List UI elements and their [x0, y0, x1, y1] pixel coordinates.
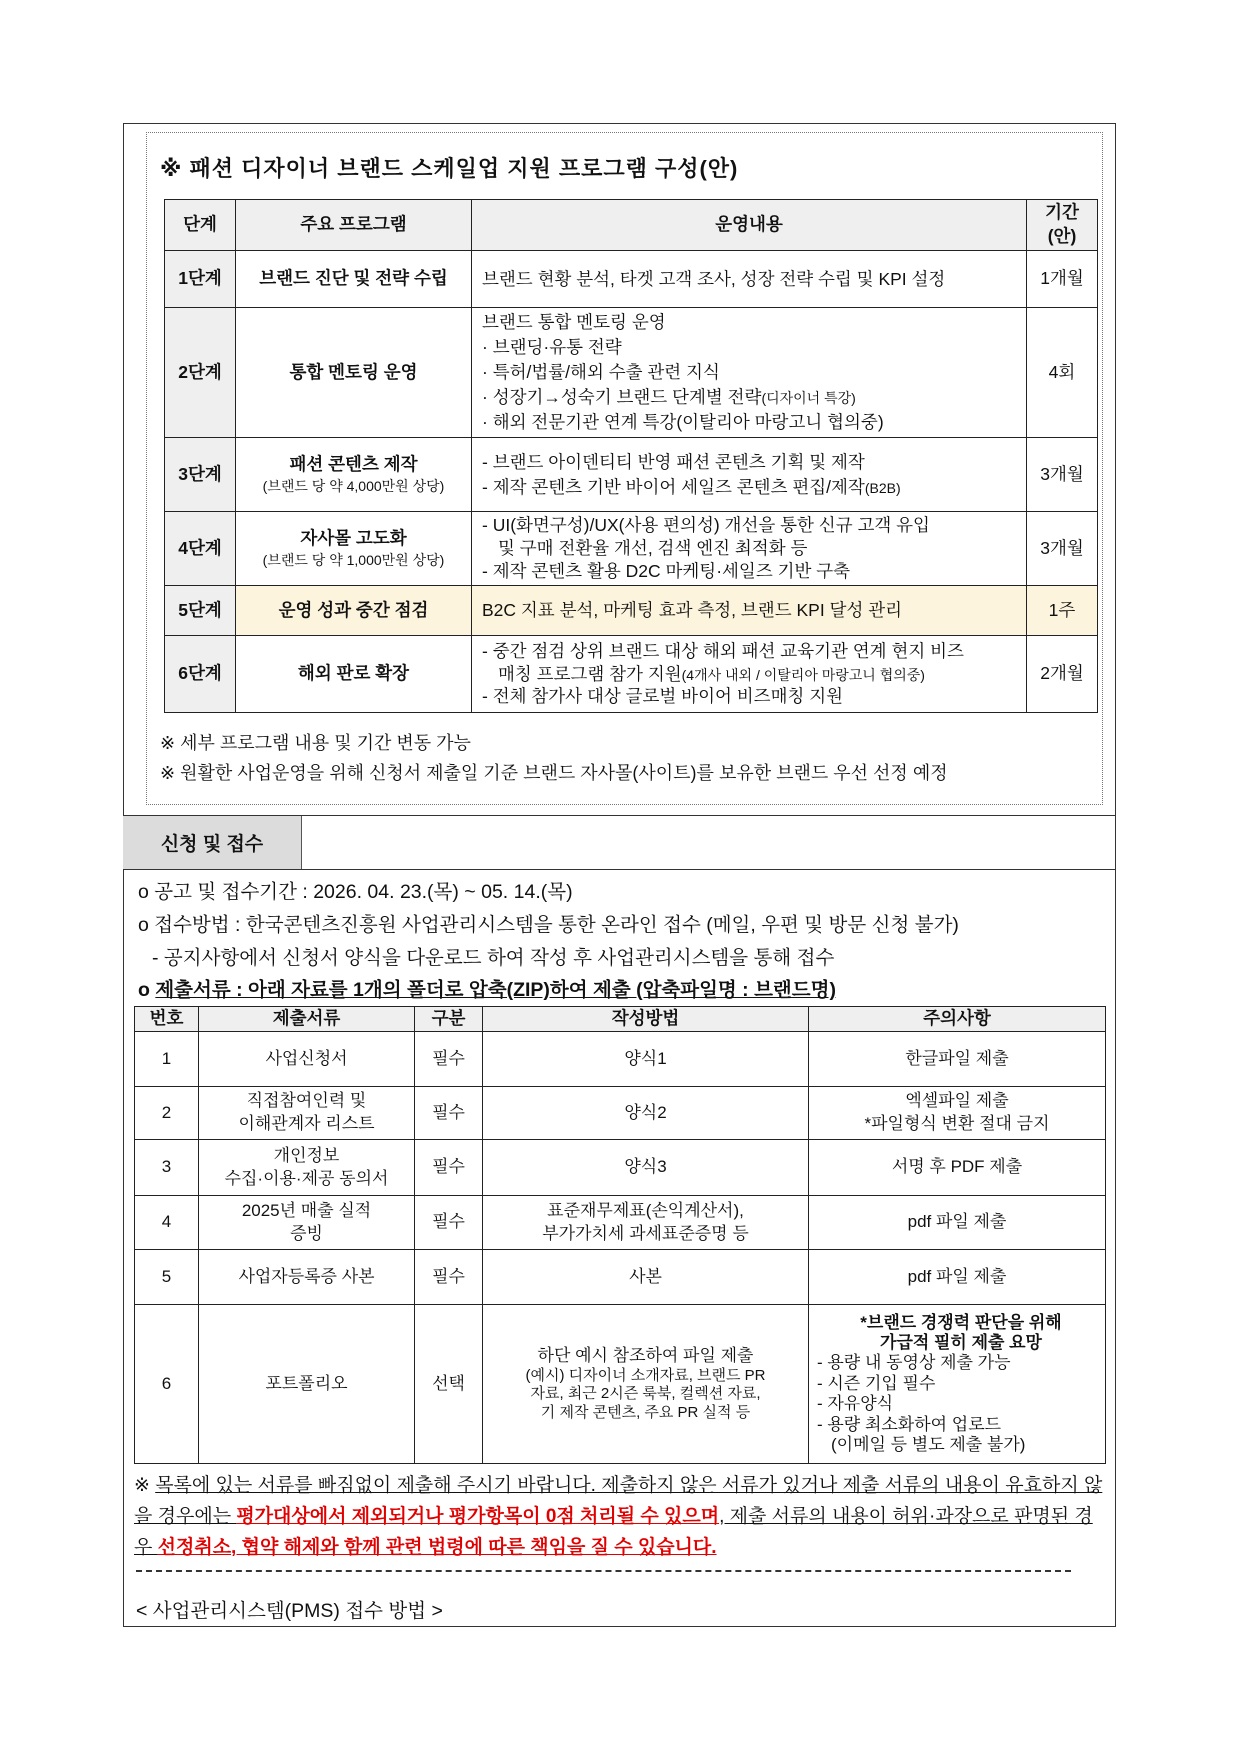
- doc-type: 필수: [415, 1140, 483, 1196]
- doc-method: [483, 1305, 809, 1464]
- doc-no: 3: [135, 1140, 199, 1196]
- doc-note-line: (이메일 등 별도 제출 불가): [831, 1434, 1026, 1454]
- content-line: [482, 475, 1016, 500]
- doc-type: 필수: [415, 1250, 483, 1305]
- doc-method-line: 기 제작 콘텐츠, 주요 PR 실적 등: [540, 1404, 751, 1421]
- period: 3개월: [1027, 438, 1098, 512]
- doc-note: [809, 1087, 1106, 1140]
- doc-method: 사본: [483, 1250, 809, 1305]
- program-row: [165, 512, 1098, 586]
- program-note: ※ 원활한 사업운영을 위해 신청서 제출일 기준 브랜드 자사몰(사이트)를 보유한 브랜드 우선 선정 예정: [160, 763, 948, 783]
- content-small: (4개사 내외 / 이탈리아 마랑고니 협의중): [681, 666, 925, 683]
- header-content: 운영내용: [472, 200, 1027, 251]
- period: 2개월: [1027, 636, 1098, 713]
- doc-name-line: 2025년 매출 실적: [241, 1200, 372, 1220]
- content-line: [482, 663, 1016, 686]
- docs-row: [135, 1305, 1106, 1464]
- doc-method: 양식3: [483, 1140, 809, 1196]
- doc-note-line: - 시즌 기입 필수: [817, 1373, 936, 1393]
- doc-method-line: (예시) 디자이너 소개자료, 브랜드 PR: [525, 1366, 766, 1384]
- stage: 3단계: [165, 438, 236, 512]
- content-line: · 특허/법률/해외 수출 관련 지식: [482, 362, 720, 383]
- doc-name-line: 이해관계자 리스트: [238, 1114, 375, 1133]
- doc-name: [199, 1140, 415, 1196]
- content-line: - UI(화면구성)/UX(사용 편의성) 개선을 통한 신규 고객 유입: [482, 515, 930, 536]
- program-budget: (브랜드 당 약 1,000만원 상당): [262, 551, 445, 568]
- doc-no: 6: [135, 1305, 199, 1464]
- notice-warning: 선정취소, 협약 해제와 함께 관련 법령에 따른 책임을 질 수 있습니다.: [157, 1537, 717, 1558]
- content-text: 매칭 프로그램 참가 지원: [498, 663, 682, 684]
- docs-heading: [138, 974, 836, 1002]
- program-content: [472, 308, 1027, 438]
- doc-type: 필수: [415, 1032, 483, 1087]
- content-text: · 성장기→성숙기 브랜드 단계별 전략: [482, 386, 762, 407]
- doc-note: pdf 파일 제출: [809, 1250, 1106, 1305]
- doc-note-line: - 자유양식: [817, 1394, 894, 1414]
- program-name: 해외 판로 확장: [236, 636, 472, 713]
- docs-row: [135, 1087, 1106, 1140]
- program-name-text: 자사몰 고도화: [300, 528, 407, 549]
- doc-type: 필수: [415, 1196, 483, 1250]
- pms-heading: < 사업관리시스템(PMS) 접수 방법 >: [136, 1600, 443, 1622]
- notice-mark: ※: [134, 1475, 150, 1496]
- program-row: [165, 251, 1098, 308]
- doc-name-line: 증빙: [290, 1223, 323, 1243]
- doc-note-bold: *브랜드 경쟁력 판단을 위해: [860, 1312, 1062, 1332]
- stage: 2단계: [165, 308, 236, 438]
- header-program: 주요 프로그램: [236, 200, 472, 251]
- doc-no: 5: [135, 1250, 199, 1305]
- content-small: (B2B): [864, 479, 901, 496]
- doc-note-line: - 용량 내 동영상 제출 가능: [817, 1353, 1011, 1373]
- doc-name: 포트폴리오: [199, 1305, 415, 1464]
- section-label: 신청 및 접수: [123, 816, 302, 869]
- content-line: - 브랜드 아이덴티티 반영 패션 콘텐츠 기획 및 제작: [482, 451, 865, 472]
- bullet: o: [138, 979, 150, 1001]
- doc-note: pdf 파일 제출: [809, 1196, 1106, 1250]
- stage: 4단계: [165, 512, 236, 586]
- docs-header-row: [135, 1007, 1106, 1032]
- program-content: [472, 438, 1027, 512]
- program-budget: (브랜드 당 약 4,000만원 상당): [262, 477, 445, 494]
- program-row: [165, 636, 1098, 713]
- program-title: ※ 패션 디자이너 브랜드 스케일업 지원 프로그램 구성(안): [160, 156, 739, 181]
- program-row-highlighted: [165, 586, 1098, 636]
- docs-title: 제출서류 : 아래 자료를 1개의 폴더로 압축(ZIP)하여 제출 (압축파일명 : 브랜드명): [155, 979, 836, 1001]
- doc-no: 4: [135, 1196, 199, 1250]
- apply-method: o 접수방법 : 한국콘텐츠진흥원 사업관리시스템을 통한 온라인 접수 (메일, 우편 및 방문 신청 불가): [138, 914, 959, 936]
- doc-method: 양식2: [483, 1087, 809, 1140]
- content-line: [482, 385, 1016, 410]
- doc-note-line: *파일형식 변환 절대 금지: [864, 1114, 1050, 1133]
- program-content: [472, 512, 1027, 586]
- stage: 5단계: [165, 586, 236, 636]
- content-line: - 중간 점검 상위 브랜드 대상 해외 패션 교육기관 연계 현지 비즈: [482, 640, 964, 661]
- header-period: [1027, 200, 1098, 251]
- doc-no: 1: [135, 1032, 199, 1087]
- period: 4회: [1027, 308, 1098, 438]
- program-content: [472, 636, 1027, 713]
- doc-note: 서명 후 PDF 제출: [809, 1140, 1106, 1196]
- content-line: - 전체 참가사 대상 글로벌 바이어 비즈매칭 지원: [482, 686, 844, 707]
- submission-notice: [134, 1470, 1109, 1563]
- doc-method: [483, 1196, 809, 1250]
- content-line: 브랜드 통합 멘토링 운영: [482, 312, 666, 333]
- dashed-divider: [136, 1570, 1071, 1572]
- program-name: 운영 성과 중간 점검: [236, 586, 472, 636]
- program-content: 브랜드 현황 분석, 타겟 고객 조사, 성장 전략 수립 및 KPI 설정: [472, 251, 1027, 308]
- apply-period: o 공고 및 접수기간 : 2026. 04. 23.(목) ~ 05. 14.(목): [138, 881, 573, 903]
- program-name: [236, 438, 472, 512]
- program-note: ※ 세부 프로그램 내용 및 기간 변동 가능: [160, 733, 471, 753]
- docs-row: [135, 1140, 1106, 1196]
- header-stage: 단계: [165, 200, 236, 251]
- doc-method-line: 표준재무제표(손익계산서),: [547, 1200, 744, 1220]
- period: 3개월: [1027, 512, 1098, 586]
- content-line: 및 구매 전환율 개선, 검색 엔진 최적화 등: [498, 538, 808, 559]
- program-content: B2C 지표 분석, 마케팅 효과 측정, 브랜드 KPI 달성 관리: [472, 586, 1027, 636]
- doc-name: 사업자등록증 사본: [199, 1250, 415, 1305]
- doc-method: 양식1: [483, 1032, 809, 1087]
- program-name: [236, 512, 472, 586]
- program-row: [165, 438, 1098, 512]
- doc-name-line: 개인정보: [273, 1145, 340, 1165]
- header-doc: 제출서류: [199, 1007, 415, 1032]
- notice-text: , 제출 서류의 내용이 허위·과장으로 판명된 경우: [134, 1506, 1093, 1558]
- program-header-row: [165, 200, 1098, 251]
- doc-name: 사업신청서: [199, 1032, 415, 1087]
- apply-method-detail: - 공지사항에서 신청서 양식을 다운로드 하여 작성 후 사업관리시스템을 통해 접수: [152, 947, 835, 969]
- content-text: - 제작 콘텐츠 기반 바이어 세일즈 콘텐츠 편집/제작: [482, 476, 865, 497]
- header-no: 번호: [135, 1007, 199, 1032]
- doc-note-line: 엑셀파일 제출: [905, 1091, 1009, 1111]
- doc-note: [809, 1305, 1106, 1464]
- content-small: (디자이너 특강): [761, 389, 856, 406]
- docs-row: [135, 1196, 1106, 1250]
- stage: 6단계: [165, 636, 236, 713]
- header-period-1: 기간: [1045, 202, 1079, 223]
- content-line: - 제작 콘텐츠 활용 D2C 마케팅·세일즈 기반 구축: [482, 560, 851, 581]
- content-line: · 브랜딩·유통 전략: [482, 337, 622, 358]
- doc-note-bold: 가급적 필히 제출 요망: [880, 1333, 1042, 1353]
- doc-name-line: 수집·이용·제공 동의서: [224, 1168, 389, 1188]
- documents-table: [134, 1006, 1106, 1464]
- doc-name: [199, 1196, 415, 1250]
- stage: 1단계: [165, 251, 236, 308]
- notice-warning: 평가대상에서 제외되거나 평가항목이 0점 처리될 수 있으며: [236, 1506, 720, 1527]
- header-note: 주의사항: [809, 1007, 1106, 1032]
- docs-row: [135, 1250, 1106, 1305]
- doc-type: 필수: [415, 1087, 483, 1140]
- header-type: 구분: [415, 1007, 483, 1032]
- doc-note-line: - 용량 최소화하여 업로드: [817, 1414, 1002, 1434]
- doc-method-line: 하단 예시 참조하여 파일 제출: [537, 1346, 754, 1366]
- doc-name-line: 직접참여인력 및: [246, 1091, 367, 1111]
- content-line: · 해외 전문기관 연계 특강(이탈리아 마랑고니 협의중): [482, 411, 884, 432]
- doc-note: 한글파일 제출: [809, 1032, 1106, 1087]
- doc-method-line: 부가가치세 과세표준증명 등: [542, 1223, 749, 1243]
- header-period-2: (안): [1047, 226, 1077, 246]
- period: 1주: [1027, 586, 1098, 636]
- docs-row: [135, 1032, 1106, 1087]
- doc-method-line: 자료, 최근 2시즌 룩북, 컬렉션 자료,: [530, 1385, 761, 1403]
- section-header: [123, 815, 1116, 870]
- doc-type: 선택: [415, 1305, 483, 1464]
- program-name: 브랜드 진단 및 전략 수립: [236, 251, 472, 308]
- period: 1개월: [1027, 251, 1098, 308]
- program-name-text: 패션 콘텐츠 제작: [289, 454, 418, 475]
- program-row: [165, 308, 1098, 438]
- doc-name: [199, 1087, 415, 1140]
- doc-no: 2: [135, 1087, 199, 1140]
- program-name: 통합 멘토링 운영: [236, 308, 472, 438]
- program-table: [164, 199, 1098, 713]
- notice-text: 목록에 있는 서류를 빠짐없이 제출해 주시기 바랍니다. 제출하지 않은 서류가 있거나 제출 서류의 내용이 유효하지 않을 경우에는: [134, 1475, 1103, 1527]
- header-method: 작성방법: [483, 1007, 809, 1032]
